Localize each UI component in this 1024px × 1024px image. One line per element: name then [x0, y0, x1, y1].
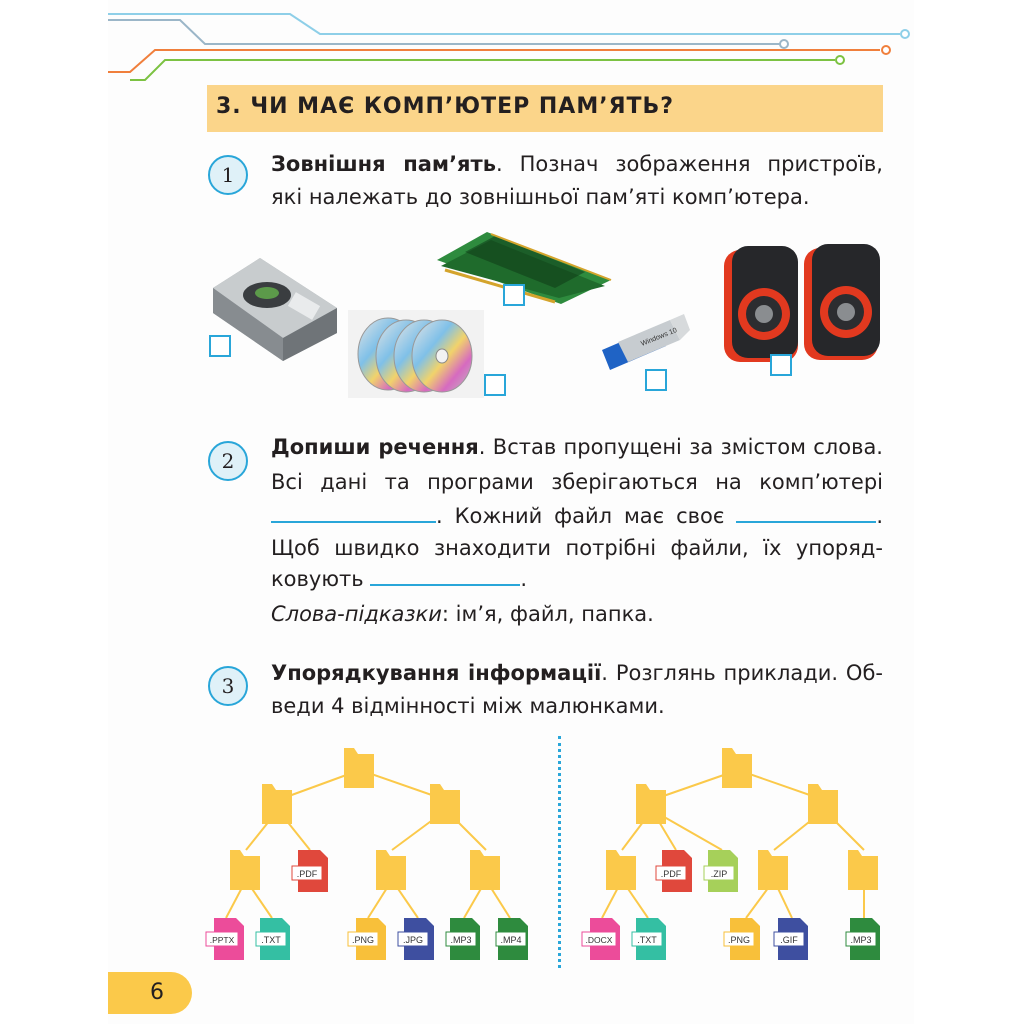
task2-text-line5 — [271, 563, 883, 595]
task3-text-line1 — [271, 657, 883, 689]
task3-title: Упорядкування інформації — [271, 661, 602, 685]
folder-icon — [848, 850, 878, 890]
folder-icon — [470, 850, 500, 890]
task2-line1-rest: . Встав пропущені за змістом слова. — [478, 435, 883, 459]
checkbox-ram[interactable] — [503, 284, 525, 306]
blank-input-2[interactable] — [736, 501, 876, 523]
blank-input-1[interactable] — [271, 501, 436, 523]
tree-divider — [558, 736, 561, 968]
svg-text:.TXT: .TXT — [261, 935, 281, 945]
blank-input-3[interactable] — [370, 564, 520, 586]
task2-line5-end: . — [520, 567, 527, 591]
pdf-file-icon — [292, 850, 328, 892]
gif-file-icon — [774, 918, 808, 960]
section-title: 3. ЧИ МАЄ КОМП’ЮТЕР ПАМ’ЯТЬ? — [216, 94, 675, 119]
svg-text:.JPG: .JPG — [402, 935, 424, 945]
task-number-3: 3 — [208, 666, 248, 706]
checkbox-flash-drive[interactable] — [645, 369, 667, 391]
checkbox-cds[interactable] — [484, 374, 506, 396]
file-tree-right — [578, 740, 898, 970]
mp3-file-icon — [846, 918, 880, 960]
folder-icon — [636, 784, 666, 824]
svg-text:.GIF: .GIF — [780, 935, 798, 945]
task1-line1-rest: . Познач зображення пристроїв, — [495, 152, 883, 176]
jpg-file-icon — [398, 918, 434, 960]
hint-label: Слова-підказки — [271, 602, 442, 626]
zip-file-icon — [704, 850, 738, 892]
svg-text:.ZIP: .ZIP — [710, 869, 728, 879]
svg-text:.PNG: .PNG — [727, 935, 751, 945]
pdf-file-icon — [656, 850, 692, 892]
checkbox-speakers[interactable] — [770, 354, 792, 376]
svg-text:.PNG: .PNG — [351, 935, 375, 945]
png-file-icon — [348, 918, 386, 960]
file-tree-left — [200, 740, 540, 970]
svg-text:.MP4: .MP4 — [500, 935, 522, 945]
svg-text:.PDF: .PDF — [296, 869, 318, 879]
docx-file-icon — [582, 918, 620, 960]
flash-drive-label: Windows 10 — [640, 327, 679, 348]
page-number: 6 — [150, 980, 164, 1005]
task2-text-line3 — [271, 500, 883, 532]
txt-file-icon — [256, 918, 290, 960]
hint-words: : ім’я, файл, папка. — [441, 602, 654, 626]
folder-icon — [376, 850, 406, 890]
task1-text-line2: які належать до зовнішньої пам’яті комп’ютера. — [271, 185, 810, 209]
mp3-file-icon — [446, 918, 480, 960]
svg-text:.PDF: .PDF — [660, 869, 682, 879]
task-number-2: 2 — [208, 441, 248, 481]
compact-discs-image — [348, 310, 484, 398]
folder-icon — [430, 784, 460, 824]
task-number-1: 1 — [208, 155, 248, 195]
task2-text-line4: Щоб швидко знаходити потрібні файли, їх упоряд- — [271, 536, 883, 560]
svg-text:.MP3: .MP3 — [850, 935, 872, 945]
task3-line1-rest: . Розглянь приклади. Об- — [601, 661, 883, 685]
svg-text:.TXT: .TXT — [637, 935, 657, 945]
task2-line3-end: . — [876, 504, 883, 528]
pptx-file-icon — [206, 918, 244, 960]
task2-title: Допиши речення — [271, 435, 479, 459]
folder-icon — [344, 748, 374, 788]
folder-icon — [722, 748, 752, 788]
svg-text:.DOCX: .DOCX — [585, 935, 613, 945]
mp4-file-icon — [496, 918, 528, 960]
png-file-icon — [724, 918, 760, 960]
folder-icon — [606, 850, 636, 890]
task1-text-line1 — [271, 148, 883, 180]
task2-text-line2: Всі дані та програми зберігаються на комп’ютері — [271, 470, 883, 494]
svg-text:.MP3: .MP3 — [450, 935, 472, 945]
task1-title: Зовнішня пам’ять — [271, 152, 496, 176]
task2-line3-mid: . Кожний файл має своє — [436, 504, 725, 528]
checkbox-hard-drive[interactable] — [209, 335, 231, 357]
task2-hint — [271, 598, 883, 630]
speakers-image — [722, 242, 884, 366]
folder-icon — [758, 850, 788, 890]
folder-icon — [230, 850, 260, 890]
task2-text-line1 — [271, 431, 883, 463]
txt-file-icon — [632, 918, 666, 960]
task3-text-line2: веди 4 відмінності між малюнками. — [271, 694, 665, 718]
circuit-decoration — [0, 0, 1024, 90]
svg-text:.PPTX: .PPTX — [209, 935, 235, 945]
folder-icon — [808, 784, 838, 824]
folder-icon — [262, 784, 292, 824]
task2-line5-start: ковують — [271, 567, 364, 591]
usb-flash-drive-image — [598, 310, 694, 370]
